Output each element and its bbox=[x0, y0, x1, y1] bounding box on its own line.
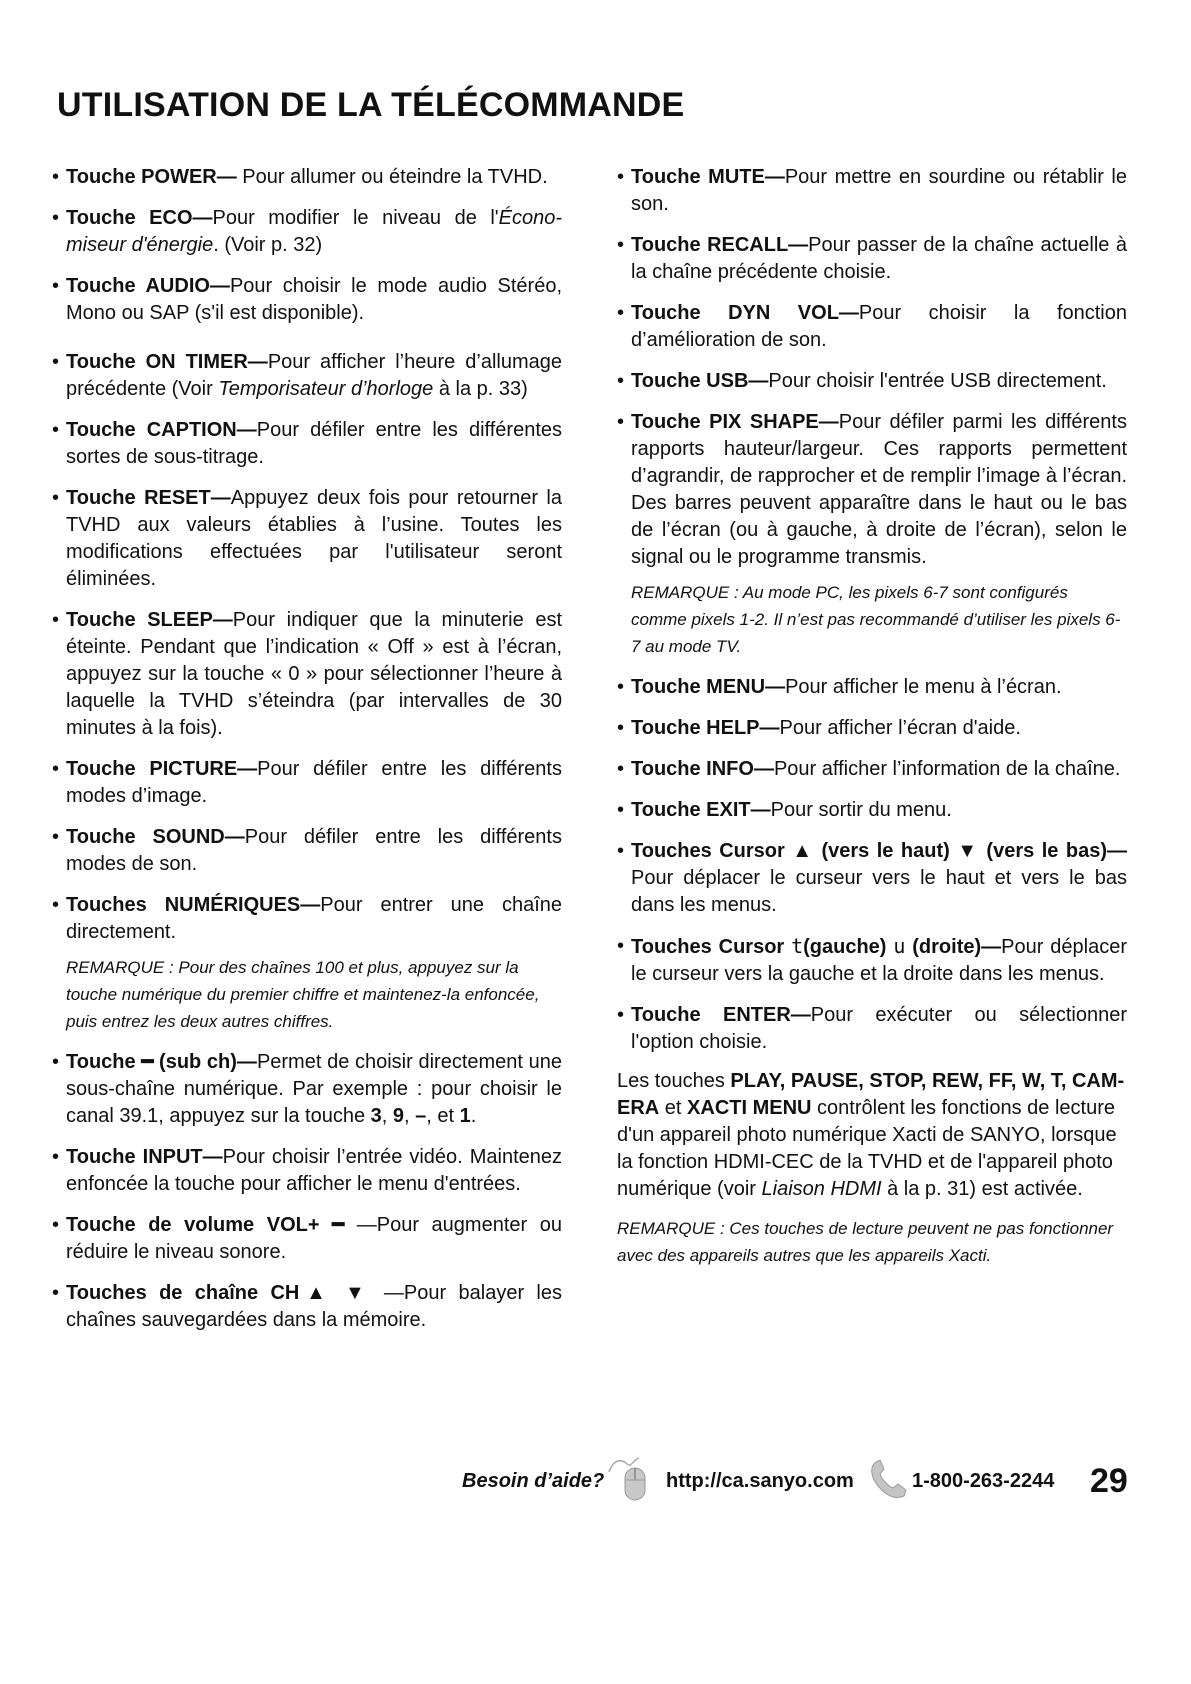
plus-minus-icon: + ━ bbox=[307, 1214, 345, 1236]
para-text: Les touches bbox=[617, 1070, 731, 1092]
item-text: Pour afficher l’écran d'aide. bbox=[779, 717, 1021, 739]
item-label: Touche HELP— bbox=[631, 717, 780, 739]
item-text: Pour sortir du menu. bbox=[770, 799, 952, 821]
bullet: • bbox=[617, 935, 625, 957]
item-label: Touches NUMÉRIQUES— bbox=[66, 894, 321, 916]
item-text: Pour allumer ou éteindre la TVHD. bbox=[236, 166, 548, 188]
bullet: • bbox=[617, 1004, 625, 1026]
item-label: Touche PICTURE— bbox=[66, 758, 258, 780]
bullet: • bbox=[617, 717, 625, 739]
bullet: • bbox=[52, 609, 60, 631]
key-dash: – bbox=[415, 1105, 427, 1127]
item-label: Touche ECO— bbox=[66, 207, 213, 229]
item-label: Touche RESET— bbox=[66, 487, 231, 509]
list-item-channel bbox=[52, 1280, 562, 1334]
item-text: Pour déplacer le curseur vers le haut et vers le bas dans les menus. bbox=[631, 867, 1127, 916]
list-item-info bbox=[617, 756, 1127, 783]
item-label: Touche SLEEP— bbox=[66, 609, 233, 631]
key-3: 3 bbox=[370, 1105, 382, 1127]
para-text: contrôlent les fonctions de lecture d'un appareil photo numérique Xacti de SANYO, lorsque la fonction HDMI-CEC de la TVHD et de l'appareil photo numérique (voir bbox=[617, 1097, 1117, 1200]
list-item-mute bbox=[617, 164, 1127, 218]
bullet: • bbox=[617, 166, 625, 188]
list-item-reset bbox=[52, 485, 562, 593]
bullet: • bbox=[52, 758, 60, 780]
item-label-3: (droite)— bbox=[905, 936, 1002, 958]
bullet: • bbox=[52, 487, 60, 509]
item-label: Touche INFO— bbox=[631, 758, 774, 780]
item-label: Touche AUDIO— bbox=[66, 275, 230, 297]
item-label: Touches Cursor bbox=[631, 936, 792, 958]
page-number: 29 bbox=[1090, 1462, 1128, 1500]
item-italic: Écono-miseur d'énergie bbox=[66, 207, 562, 256]
bullet: • bbox=[52, 1146, 60, 1168]
list-item-help bbox=[617, 715, 1127, 742]
bullet: • bbox=[52, 351, 60, 373]
item-text-2: à la p. 33) bbox=[433, 378, 528, 400]
list-item-recall bbox=[617, 232, 1127, 286]
list-item-picture bbox=[52, 756, 562, 810]
separator: , bbox=[404, 1105, 416, 1127]
item-label: Touche ENTER— bbox=[631, 1004, 811, 1026]
bullet: • bbox=[617, 234, 625, 256]
list-item-eco bbox=[52, 205, 562, 259]
item-label: Touche INPUT— bbox=[66, 1146, 223, 1168]
item-label: Touche bbox=[66, 1051, 142, 1073]
para-text: à la p. 31) est activée. bbox=[881, 1178, 1083, 1200]
item-label: Touche MENU— bbox=[631, 676, 786, 698]
item-text: Pour défiler entre les différents modes de son. bbox=[66, 826, 562, 875]
list-item-sound bbox=[52, 824, 562, 878]
item-label-2: (sub ch)— bbox=[153, 1051, 257, 1073]
bullet: • bbox=[52, 1282, 60, 1304]
page-title: UTILISATION DE LA TÉLÉCOMMANDE bbox=[57, 86, 685, 124]
bullet: • bbox=[52, 166, 60, 188]
item-text: Pour afficher le menu à l’écran. bbox=[785, 676, 1062, 698]
para-italic: Liaison HDMI bbox=[761, 1178, 882, 1200]
item-text: Pour choisir l’entrée vidéo. Maintenez enfoncée la touche pour afficher le menu d'entrées. bbox=[66, 1146, 562, 1195]
phone-icon bbox=[868, 1458, 910, 1507]
item-text: Pour choisir la fonction d’amélioration de son. bbox=[631, 302, 1127, 351]
bullet: • bbox=[617, 758, 625, 780]
mouse-icon bbox=[607, 1454, 653, 1507]
bullet: • bbox=[52, 894, 60, 916]
para-keys: PLAY, PAUSE, STOP, REW, FF, W, T, CAM-ERA bbox=[617, 1070, 1125, 1119]
item-label: Touche RECALL— bbox=[631, 234, 809, 256]
key-1: 1 bbox=[459, 1105, 471, 1127]
item-text: Pour déplacer le curseur vers la gauche et la droite dans les menus. bbox=[631, 936, 1127, 985]
separator: , bbox=[381, 1105, 393, 1127]
left-column bbox=[52, 164, 562, 1348]
item-text: Pour entrer une chaîne directement. bbox=[66, 894, 562, 943]
item-text: Pour passer de la chaîne actuelle à la chaîne précédente choisie. bbox=[631, 234, 1127, 283]
item-label: Touche ON TIMER— bbox=[66, 351, 268, 373]
item-label: Touches de chaîne CH bbox=[66, 1282, 300, 1304]
item-text: Pour indiquer que la minuterie est éteinte. Pendant que l’indication « Off » est à l’écran, appuyez sur la touche « 0 » pour sélectionner l’heure à laquelle la TVHD s’éteindra (par intervalles de 30 minutes à la fois). bbox=[66, 609, 563, 739]
item-text: Appuyez deux fois pour retourner la TVHD aux valeurs établies à l’usine. Toutes les modifications effectuées par l'utilisateur seront éliminées. bbox=[66, 487, 562, 590]
bullet: • bbox=[52, 1051, 60, 1073]
key-9: 9 bbox=[392, 1105, 405, 1127]
help-label: Besoin d’aide? bbox=[462, 1470, 605, 1492]
bullet: • bbox=[617, 799, 625, 821]
bullet: • bbox=[52, 1214, 60, 1236]
list-item-sub-ch bbox=[52, 1049, 562, 1130]
item-text: Pour afficher l’information de la chaîne. bbox=[773, 758, 1121, 780]
item-label: Touche SOUND— bbox=[66, 826, 245, 848]
item-text: Pour modifier le niveau de l' bbox=[212, 207, 499, 229]
note-pix-shape: REMARQUE : Au mode PC, les pixels 6-7 sont configurés comme pixels 1-2. Il n’est pas recommandé d’utiliser les pixels 6-7 au mode TV. bbox=[631, 583, 1121, 656]
item-label: Touches Cursor ▲ (vers le haut) ▼ (vers le bas)— bbox=[631, 840, 1127, 862]
list-item-on-timer bbox=[52, 349, 562, 403]
item-label: Touche PIX SHAPE— bbox=[631, 411, 839, 433]
para-keys-2: XACTI MENU bbox=[687, 1097, 812, 1119]
list-item-power bbox=[52, 164, 562, 191]
footer bbox=[0, 1450, 1191, 1510]
list-item-exit bbox=[617, 797, 1127, 824]
left-arrow-glyph: t bbox=[791, 934, 804, 958]
item-text-2: . (Voir p. 32) bbox=[213, 234, 323, 256]
item-text: Pour défiler entre les différentes sortes de sous-titrage. bbox=[66, 419, 563, 468]
separator: , et bbox=[426, 1105, 460, 1127]
bullet: • bbox=[617, 370, 625, 392]
separator: . bbox=[470, 1105, 477, 1127]
minus-icon: ━ bbox=[141, 1051, 154, 1073]
bullet: • bbox=[52, 419, 60, 441]
list-item-pix-shape bbox=[617, 409, 1127, 571]
note-numeriques: REMARQUE : Pour des chaînes 100 et plus, appuyez sur la touche numérique du premier chiffre et maintenez-la enfoncée, puis entrez les deux autres chiffres. bbox=[66, 958, 540, 1031]
item-text: Pour défiler parmi les différents rapports hauteur/largeur. Ces rapports permettent d’agrandir, de rapprocher et de remplir l’image à l’écran. Des barres peuvent apparaître dans le haut ou le bas de l’écran (ou à gauche, à droite de l’écran), selon le signal ou le programme transmis. bbox=[631, 411, 1127, 568]
item-label: Touche de volume VOL bbox=[66, 1214, 308, 1236]
support-url: http://ca.sanyo.com bbox=[666, 1470, 854, 1492]
bullet: • bbox=[52, 826, 60, 848]
list-item-numeriques bbox=[52, 892, 562, 946]
list-item-input bbox=[52, 1144, 562, 1198]
list-item-caption bbox=[52, 417, 562, 471]
item-text: —Pour balayer les chaînes sauvegardées dans la mémoire. bbox=[66, 1282, 562, 1331]
list-item-menu bbox=[617, 674, 1127, 701]
bullet: • bbox=[617, 676, 625, 698]
item-label: Touche MUTE— bbox=[631, 166, 785, 188]
item-italic: Temporisateur d’horloge bbox=[218, 378, 434, 400]
item-text: Pour exécuter ou sélectionner l'option choisie. bbox=[631, 1004, 1127, 1053]
item-text: Pour défiler entre les différents modes d’image. bbox=[66, 758, 562, 807]
list-item-enter bbox=[617, 1002, 1127, 1056]
bullet: • bbox=[617, 840, 625, 862]
bullet: • bbox=[52, 207, 60, 229]
item-label: Touche EXIT— bbox=[631, 799, 771, 821]
list-item-cursor-updown bbox=[617, 838, 1127, 919]
bullet: • bbox=[617, 302, 625, 324]
list-item-usb bbox=[617, 368, 1127, 395]
item-text: Pour choisir l'entrée USB directement. bbox=[768, 370, 1107, 392]
right-arrow-glyph: u bbox=[893, 934, 906, 958]
up-down-arrow-icon: ▲ ▼ bbox=[299, 1282, 372, 1304]
item-label-2: (gauche) bbox=[803, 936, 894, 958]
item-label: Touche CAPTION— bbox=[66, 419, 257, 441]
list-item-audio bbox=[52, 273, 562, 327]
list-item-volume bbox=[52, 1212, 562, 1266]
list-item-dyn-vol bbox=[617, 300, 1127, 354]
bullet: • bbox=[52, 275, 60, 297]
item-text: —Pour augmenter ou réduire le niveau sonore. bbox=[66, 1214, 563, 1263]
item-text: Pour mettre en sourdine ou rétablir le son. bbox=[631, 166, 1127, 215]
item-text: Pour afficher l’heure d’allumage précédente (Voir bbox=[66, 351, 562, 400]
para-text: et bbox=[659, 1097, 688, 1119]
item-label: Touche USB— bbox=[631, 370, 769, 392]
item-label: Touche DYN VOL— bbox=[631, 302, 859, 324]
list-item-sleep bbox=[52, 607, 562, 742]
item-text: Pour choisir le mode audio Stéréo, Mono ou SAP (s'il est disponible). bbox=[66, 275, 562, 324]
note-playback: REMARQUE : Ces touches de lecture peuvent ne pas fonctionner avec des appareils autres que les appareils Xacti. bbox=[617, 1219, 1114, 1265]
right-column bbox=[617, 164, 1127, 1269]
bullet: • bbox=[617, 411, 625, 433]
item-text: Permet de choisir directement une sous-chaîne numérique. Par exemple : pour choisir le canal 39.1, appuyez sur la touche bbox=[66, 1051, 563, 1127]
item-label: Touche POWER— bbox=[66, 166, 237, 188]
playback-paragraph bbox=[617, 1068, 1127, 1203]
list-item-cursor-left-right bbox=[617, 933, 1127, 988]
phone-number: 1-800-263-2244 bbox=[912, 1470, 1055, 1492]
